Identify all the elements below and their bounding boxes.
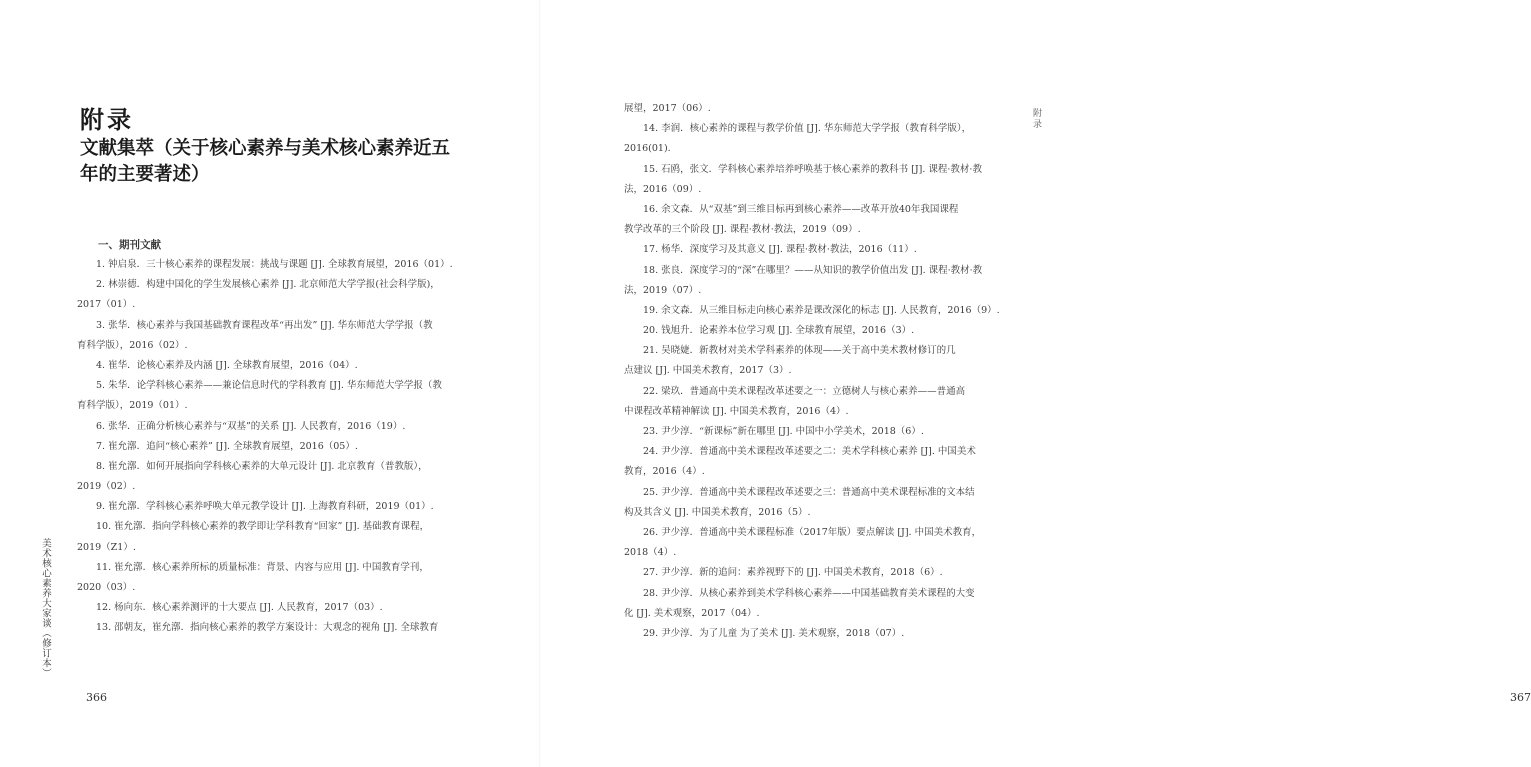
reference-line: 化 [J]. 美术观察，2017（04）. xyxy=(624,607,760,619)
reference-line: 法，2019（07）. xyxy=(624,284,702,296)
reference-line: 法，2016（09）. xyxy=(624,183,702,195)
reference-line: 13. 邵朝友，崔允漷．指向核心素养的教学方案设计：大观念的视角 [J]. 全球教育 xyxy=(96,622,439,634)
reference-line: 28. 尹少淳．从核心素养到美术学科核心素养——中国基础教育美术课程的大变 xyxy=(643,587,975,599)
reference-line: 2020（03）. xyxy=(77,582,136,593)
reference-line: 12. 杨向东．核心素养测评的十大要点 [J]. 人民教育，2017（03）. xyxy=(96,602,383,614)
reference-line: 教学改革的三个阶段 [J]. 课程·教材·教法，2019（09）. xyxy=(624,224,861,236)
reference-line: 8. 崔允漷．如何开展指向学科核心素养的大单元设计 [J]. 北京教育（普教版）， xyxy=(96,460,428,472)
right-page xyxy=(540,0,1531,767)
reference-line: 18. 张良．深度学习的“深”在哪里？——从知识的教学价值出发 [J]. 课程·教材·教 xyxy=(643,264,983,276)
reference-line: 2016(01). xyxy=(624,143,671,155)
reference-line: 27. 尹少淳．新的追问：素养视野下的 [J]. 中国美术教育，2018（6）. xyxy=(643,567,943,579)
reference-line: 2019（02）. xyxy=(77,481,136,493)
reference-list-right xyxy=(624,99,1004,644)
reference-list-left xyxy=(77,255,455,639)
reference-line: 9. 崔允漷．学科核心素养呼唤大单元教学设计 [J]. 上海教育科研，2019（01）. xyxy=(96,501,434,513)
reference-line: 构及其含义 [J]. 中国美术教育，2016（5）. xyxy=(624,506,811,518)
reference-line: 15. 石鸥，张文．学科核心素养培养呼唤基于核心素养的教科书 [J]. 课程·教材·教 xyxy=(643,163,982,175)
section-title: 一、期刊文献 xyxy=(98,239,161,251)
page-number-left: 366 xyxy=(86,691,107,704)
running-head: 附录 xyxy=(1031,108,1041,130)
reference-line: 中课程改革精神解读 [J]. 中国美术教育，2016（4）. xyxy=(624,405,849,417)
reference-line: 6. 张华．正确分析核心素养与“双基”的关系 [J]. 人民教育，2016（19）. xyxy=(96,420,406,432)
reference-line: 17. 杨华．深度学习及其意义 [J]. 课程·教材·教法，2016（11）. xyxy=(643,244,917,256)
reference-line: 5. 朱华．论学科核心素养——兼论信息时代的学科教育 [J]. 华东师范大学学报（教 xyxy=(96,380,442,392)
reference-line: 2019（Z1）. xyxy=(77,541,136,553)
reference-line: 23. 尹少淳．“新课标”新在哪里 [J]. 中国中小学美术，2018（6）. xyxy=(643,426,924,437)
reference-line: 16. 余文森．从“双基”到三维目标再到核心素养——改革开放40年我国课程 xyxy=(643,203,959,215)
reference-line: 2017（01）. xyxy=(77,299,136,311)
reference-line: 育科学版），2019（01）. xyxy=(77,400,188,412)
reference-line: 11. 崔允漷．核心素养所标的质量标准：背景、内容与应用 [J]. 中国教育学刊， xyxy=(96,561,429,573)
reference-line: 教育，2016（4）. xyxy=(624,466,705,478)
reference-line: 2018（4）. xyxy=(624,547,677,559)
appendix-heading: 附录 xyxy=(80,105,134,134)
left-page xyxy=(0,0,540,767)
reference-line: 21. 吴晓婕．新教材对美术学科素养的体现——关于高中美术教材修订的几 xyxy=(643,345,956,357)
reference-line: 26. 尹少淳．普通高中美术课程标准（2017年版）要点解读 [J]. 中国美术教育， xyxy=(643,526,982,538)
reference-line: 育科学版），2016（02）. xyxy=(77,339,188,351)
reference-line: 1. 钟启泉．三十核心素养的课程发展：挑战与课题 [J]. 全球教育展望，2016（01）. xyxy=(96,259,453,270)
appendix-subheading: 文献集萃（关于核心素养与美术核心素养近五年的主要著述） xyxy=(80,138,451,185)
reference-line: 25. 尹少淳．普通高中美术课程改革述要之三：普通高中美术课程标准的文本结 xyxy=(643,486,975,498)
reference-line: 22. 梁玖．普通高中美术课程改革述要之一：立德树人与核心素养——普通高 xyxy=(643,385,966,397)
reference-line: 19. 余文森．从三维目标走向核心素养是课改深化的标志 [J]. 人民教育，2016（9）. xyxy=(643,304,1000,316)
reference-line: 3. 张华．核心素养与我国基础教育课程改革“再出发” [J]. 华东师范大学学报（教 xyxy=(96,319,433,331)
page-number-right: 367 xyxy=(1510,691,1531,704)
reference-line: 20. 钱旭升．论素养本位学习观 [J]. 全球教育展望，2016（3）. xyxy=(643,325,915,337)
book-title-spine: 美术核心素养大家谈（修订本） xyxy=(40,538,51,678)
reference-line: 29. 尹少淳．为了儿童 为了美术 [J]. 美术观察，2018（07）. xyxy=(643,627,905,639)
reference-line: 24. 尹少淳．普通高中美术课程改革述要之二：美术学科核心素养 [J]. 中国美术 xyxy=(643,446,976,458)
reference-line: 2. 林崇德．构建中国化的学生发展核心素养 [J]. 北京师范大学学报(社会科学版)， xyxy=(96,279,440,291)
reference-line: 14. 李润．核心素养的课程与教学价值 [J]. 华东师范大学学报（教育科学版）， xyxy=(643,123,972,135)
reference-line: 4. 崔华．论核心素养及内涵 [J]. 全球教育展望，2016（04）. xyxy=(96,359,358,371)
reference-line: 点建议 [J]. 中国美术教育，2017（3）. xyxy=(624,365,792,377)
reference-line: 10. 崔允漷．指向学科核心素养的教学即让学科教育“回家” [J]. 基础教育课程， xyxy=(96,521,430,533)
reference-line: 展望，2017（06）. xyxy=(624,103,711,114)
reference-line: 7. 崔允漷．追问“核心素养” [J]. 全球教育展望，2016（05）. xyxy=(96,440,358,452)
